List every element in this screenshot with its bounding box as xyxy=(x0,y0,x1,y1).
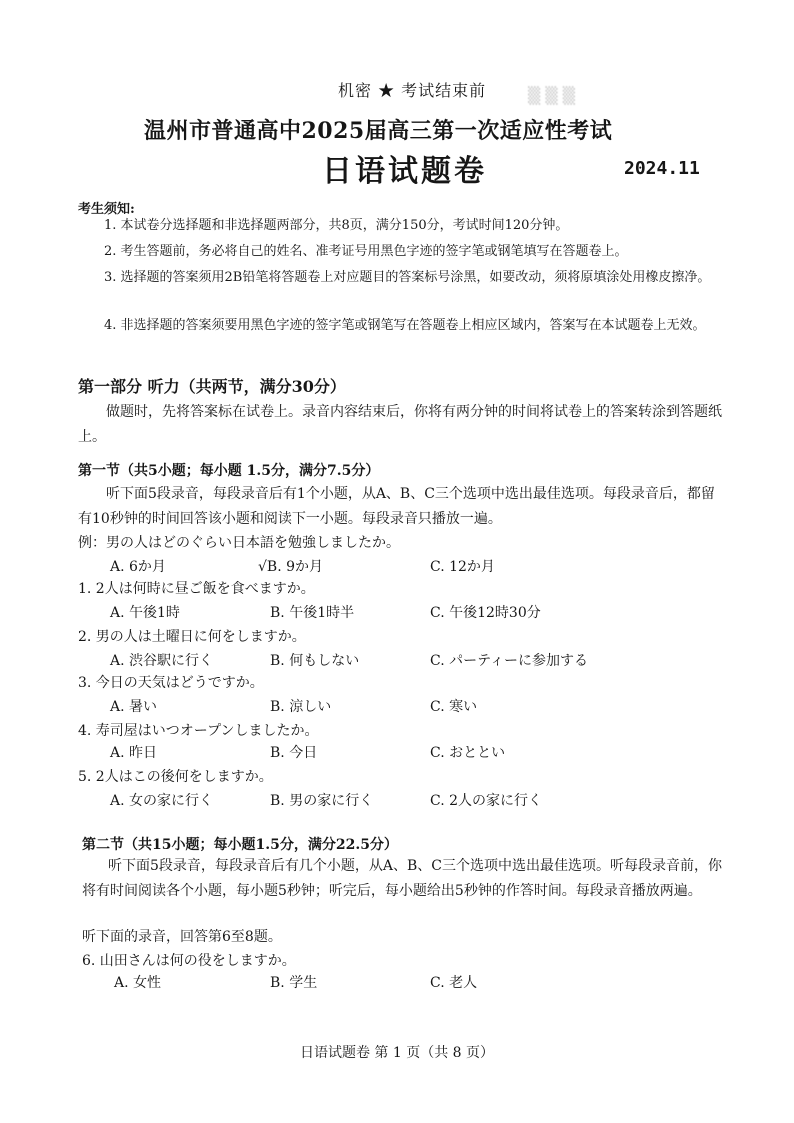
q3-option-a: A. 暑い xyxy=(110,699,158,715)
section2-prompt: 听下面的录音，回答第6至8题。 xyxy=(82,929,282,945)
section1-intro: 听下面5段录音，每段录音后有1个小题，从A、B、C三个选项中选出最佳选项。每段录音后，都留有10秒钟的时间回答该小题和阅读下一小题。每段录音只播放一遍。 xyxy=(78,486,715,527)
instruction-item: 3. 选择题的答案须用2B铅笔将答题卷上对应题目的答案标号涂黑，如要改动，须将原填涂处用橡皮擦净。 xyxy=(104,270,711,285)
instruction-item: 4. 非选择题的答案须要用黑色字迹的签字笔或钢笔写在答题卷上相应区域内，答案写在本试题卷上无效。 xyxy=(104,318,706,333)
confidential-label: 机密 ★ 考试结束前 xyxy=(338,81,487,100)
q6-option-b: B. 学生 xyxy=(270,975,318,991)
instructions-heading: 考生须知: xyxy=(78,202,135,217)
section2-intro: 听下面5段录音，每段录音后有几个小题，从A、B、C三个选项中选出最佳选项。听每段录音前，你将有时间阅读各个小题，每小题5秒钟；听完后，每小题给出5秒钟的作答时间。每段录音播放两遍。 xyxy=(82,858,723,899)
q5-option-c: C. 2人の家に行く xyxy=(430,793,543,809)
question-4: 4. 寿司屋はいつオープンしましたか。 xyxy=(78,723,319,739)
section2-heading: 第二节（共15小题；每小题1.5分，满分22.5分） xyxy=(82,837,398,853)
page-footer: 日语试题卷 第 1 页（共 8 页） xyxy=(299,1045,495,1061)
q2-option-a: A. 渋谷駅に行く xyxy=(110,653,214,669)
example-option-a: A. 6か月 xyxy=(110,559,166,575)
q2-option-c: C. パーティーに参加する xyxy=(430,653,588,669)
exam-title: 温州市普通高中2025届高三第一次适应性考试 xyxy=(144,118,613,144)
q3-option-b: B. 涼しい xyxy=(270,699,332,715)
q2-option-b: B. 何もしない xyxy=(270,653,360,669)
question-5: 5. 2人はこの後何をしますか。 xyxy=(78,769,273,785)
q1-option-c: C. 午後12時30分 xyxy=(430,605,541,621)
q6-option-c: C. 老人 xyxy=(430,975,478,991)
q4-option-b: B. 今日 xyxy=(270,745,318,761)
part1-intro: 做题时，先将答案标在试卷上。录音内容结束后，你将有两分钟的时间将试卷上的答案转涂到答题纸上。 xyxy=(78,404,722,445)
q3-option-c: C. 寒い xyxy=(430,699,478,715)
q5-option-b: B. 男の家に行く xyxy=(270,793,374,809)
instruction-item: 2. 考生答题前，务必将自己的姓名、准考证号用黑色字迹的签字笔或钢笔填写在答题卷上。 xyxy=(104,244,628,259)
example-question: 例：男の人はどのぐらい日本語を勉強しましたか。 xyxy=(78,535,400,551)
question-6: 6. 山田さんは何の役をしますか。 xyxy=(82,953,296,969)
bleed-through-mark: ▒ ▒ ▒ xyxy=(528,86,576,105)
exam-subtitle: 日语试题卷 xyxy=(322,154,487,189)
exam-date: 2024.11 xyxy=(624,158,700,179)
question-2: 2. 男の人は土曜日に何をしますか。 xyxy=(78,629,306,645)
question-3: 3. 今日の天気はどうですか。 xyxy=(78,675,264,691)
q1-option-a: A. 午後1時 xyxy=(110,605,180,621)
example-option-c: C. 12か月 xyxy=(430,559,495,575)
question-1: 1. 2人は何時に昼ご飯を食べますか。 xyxy=(78,581,315,597)
q6-option-a: A. 女性 xyxy=(114,975,162,991)
example-option-b: √B. 9か月 xyxy=(258,559,324,575)
q4-option-a: A. 昨日 xyxy=(110,745,158,761)
section1-heading: 第一节（共5小题；每小题 1.5分，满分7.5分） xyxy=(78,463,380,479)
q4-option-c: C. おととい xyxy=(430,745,506,761)
q5-option-a: A. 女の家に行く xyxy=(110,793,214,809)
instruction-item: 1. 本试卷分选择题和非选择题两部分，共8页，满分150分，考试时间120分钟。 xyxy=(104,218,569,233)
part1-heading: 第一部分 听力（共两节，满分30分） xyxy=(78,377,346,396)
q1-option-b: B. 午後1時半 xyxy=(270,605,355,621)
